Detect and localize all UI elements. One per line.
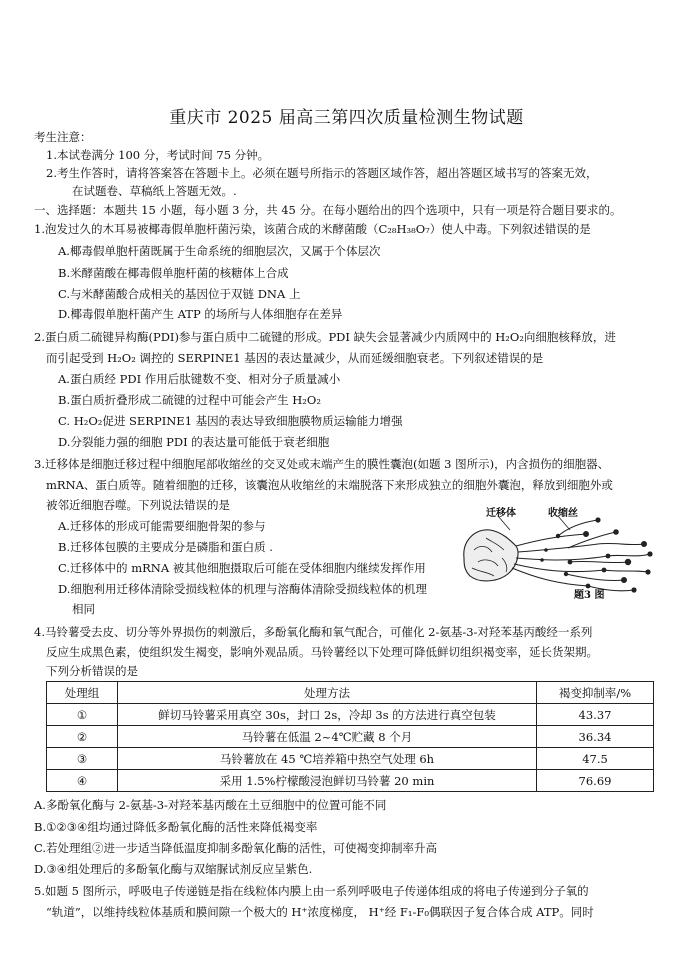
question-stem: mRNA、蛋白质等。随着细胞的迁移，该囊泡从收缩丝的末端脱落下来形成独立的细胞外囊泡，释放到细胞外或 [46, 478, 613, 492]
question-stem: 而引起受到 H₂O₂ 调控的 SERPINE1 基因的表达量减少，从而延缓细胞衰老。下列叙述错误的是 [46, 351, 544, 365]
figure-caption: 题3 图 [574, 590, 605, 601]
column-header: 处理方法 [118, 682, 537, 704]
option: A.蛋白质经 PDI 作用后肽键数不变、相对分子质量减小 [58, 372, 341, 386]
table-cell: ① [47, 704, 118, 726]
question-stem: 4.马铃薯受去皮、切分等外界损伤的刺激后，多酚氧化酶和氧气配合，可催化 2-氨基-3-对羟苯基丙酸经一系列 [34, 625, 593, 639]
table-cell: 马铃薯放在 45 ℃培养箱中热空气处理 6h [118, 748, 537, 770]
table-row [47, 748, 654, 770]
question-stem: 3.迁移体是细胞迁移过程中细胞尾部收缩丝的交叉处或末端产生的膜性囊泡(如题 3 图所示)，内含损伤的细胞器、 [34, 457, 610, 471]
option: D.③④组处理后的多酚氧化酶与双缩脲试剂反应呈紫色. [34, 862, 313, 876]
table-cell: 36.34 [537, 726, 654, 748]
option: C.迁移体中的 mRNA 被其他细胞摄取后可能在受体细胞内继续发挥作用 [58, 561, 426, 575]
table-row [47, 726, 654, 748]
option: B.迁移体包膜的主要成分是磷脂和蛋白质 . [58, 540, 273, 554]
section-heading: 一、选择题：本题共 15 小题，每小题 3 分，共 45 分。在每小题给出的四个选项中，只有一项是符合题目要求的。 [34, 203, 622, 217]
table-cell: ③ [47, 748, 118, 770]
figure-label-fiber: 收缩丝 [548, 508, 578, 519]
question-stem: 2.蛋白质二硫键异构酶(PDI)参与蛋白质中二硫键的形成。PDI 缺失会显著减少内质网中的 H₂O₂向细胞核释放，进 [34, 330, 616, 344]
table-row [47, 704, 654, 726]
migrasome-figure [458, 506, 662, 601]
option: C.若处理组②进一步适当降低温度抑制多酚氧化酶的活性，可使褐变抑制率升高 [34, 841, 438, 855]
notice-item: 1.本试卷满分 100 分，考试时间 75 分钟。 [46, 148, 270, 162]
question-stem: 5.如题 5 图所示，呼吸电子传递链是指在线粒体内膜上由一系列呼吸电子传递体组成的将电子传递到分子氧的 [34, 884, 589, 898]
exam-title: 重庆市 2025 届高三第四次质量检测生物试题 [169, 108, 524, 128]
option: D.分裂能力强的细胞 PDI 的表达量可能低于衰老细胞 [58, 435, 330, 449]
option: B.①②③④组均通过降低多酚氧化酶的活性来降低褐变率 [34, 820, 318, 834]
question-stem: 被邻近细胞吞噬。下列说法错误的是 [46, 498, 230, 512]
question-stem: 反应生成黑色素，使组织发生褐变，影响外观品质。马铃薯经以下处理可降低鲜切组织褐变率，延长货架期。 [46, 645, 598, 659]
option: D.细胞利用迁移体清除受损线粒体的机理与溶酶体清除受损线粒体的机理 [58, 582, 427, 596]
column-header: 处理组 [47, 682, 118, 704]
option: C. H₂O₂促进 SERPINE1 基因的表达导致细胞膜物质运输能力增强 [58, 414, 403, 428]
question-stem: “轨道”，以维持线粒体基质和膜间隙一个极大的 H⁺浓度梯度， H⁺经 F₁-F₀偶联因子复合体合成 ATP。同时 [46, 905, 594, 919]
notice-item: 在试题卷、草稿纸上答题无效。. [72, 184, 237, 198]
option: A.椰毒假单胞杆菌既属于生命系统的细胞层次，又属于个体层次 [58, 244, 381, 258]
table-cell: ④ [47, 770, 118, 792]
question-stem: 下列分析错误的是 [46, 664, 138, 678]
notice-heading: 考生注意： [34, 130, 92, 144]
migrasome-illustration [458, 506, 662, 598]
option: A.迁移体的形成可能需要细胞骨架的参与 [58, 519, 266, 533]
figure-label-migrasome: 迁移体 [486, 508, 516, 519]
table-cell: 马铃薯在低温 2~4℃贮藏 8 个月 [118, 726, 537, 748]
notice-item: 2.考生作答时，请将答案答在答题卡上。必须在题号所指示的答题区域作答，超出答题区域书写的答案无效， [46, 166, 598, 180]
option: B.蛋白质折叠形成二硫键的过程中可能会产生 H₂O₂ [58, 393, 321, 407]
table-cell: 43.37 [537, 704, 654, 726]
question-stem: 1.泡发过久的木耳易被椰毒假单胞杆菌污染，该菌合成的米酵菌酸（C₂₈H₃₈O₇）使人中毒。下列叙述错误的是 [34, 222, 591, 236]
table-cell: 76.69 [537, 770, 654, 792]
treatment-table [46, 681, 654, 792]
table-header-row [47, 682, 654, 704]
option: A.多酚氧化酶与 2-氨基-3-对羟苯基丙酸在土豆细胞中的位置可能不同 [34, 798, 387, 812]
option: B.米酵菌酸在椰毒假单胞杆菌的核糖体上合成 [58, 266, 289, 280]
table-cell: 采用 1.5%柠檬酸浸泡鲜切马铃薯 20 min [118, 770, 537, 792]
table-row [47, 770, 654, 792]
column-header: 褐变抑制率/% [537, 682, 654, 704]
table-cell: ② [47, 726, 118, 748]
option: D.椰毒假单胞杆菌产生 ATP 的场所与人体细胞存在差异 [58, 307, 343, 321]
table-cell: 鲜切马铃薯采用真空 30s，封口 2s，冷却 3s 的方法进行真空包装 [118, 704, 537, 726]
option-continued: 相同 [72, 602, 95, 616]
option: C.与米酵菌酸合成相关的基因位于双链 DNA 上 [58, 287, 301, 301]
table-cell: 47.5 [537, 748, 654, 770]
